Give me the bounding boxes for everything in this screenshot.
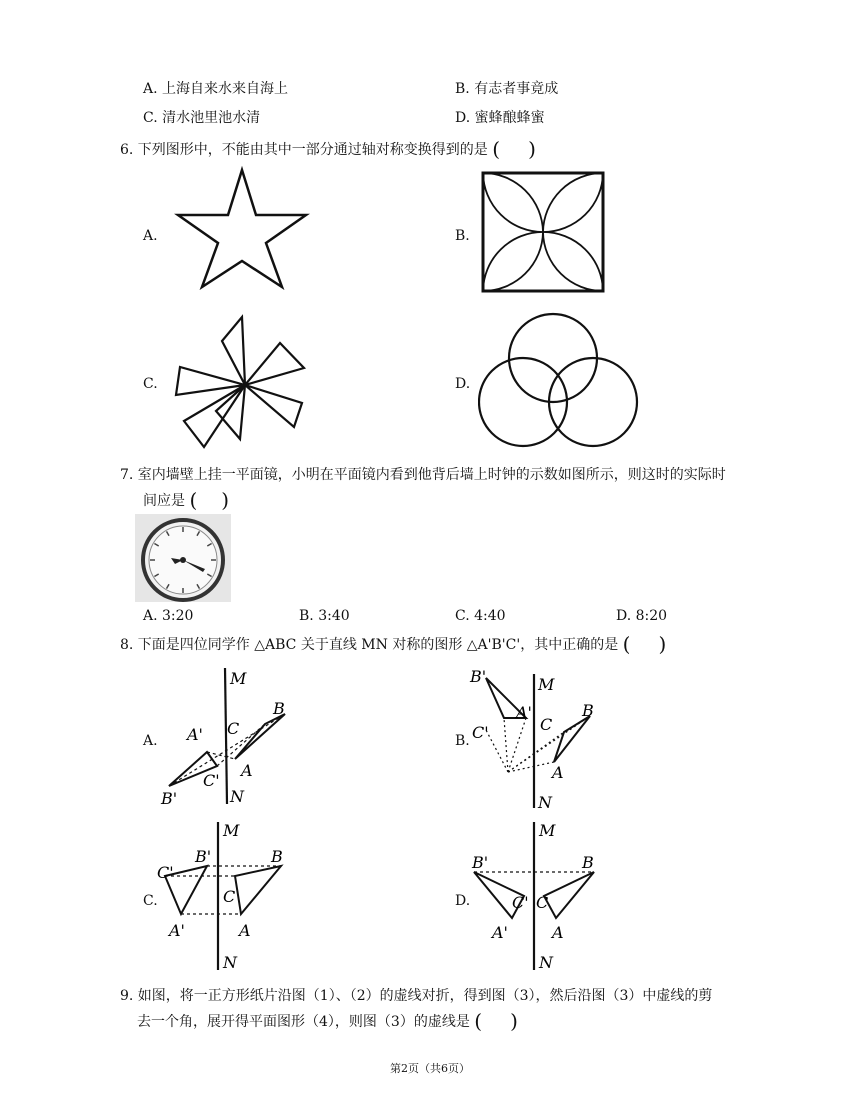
label-b-prime: B' — [472, 853, 489, 872]
label-a: A — [552, 923, 564, 942]
label-c-prime: C' — [157, 863, 174, 882]
label-m: M — [538, 675, 555, 694]
q6-option-a-label: A. — [143, 228, 158, 244]
label-a-prime: A' — [187, 725, 203, 744]
q6-stem-text: 6. 下列图形中，不能由其中一部分通过轴对称变换得到的是 — [120, 142, 488, 158]
q8-figure-b — [468, 662, 613, 812]
label-a-prime: A' — [169, 921, 185, 940]
answer-paren-open: ( — [474, 1009, 483, 1033]
label-b: B — [582, 853, 594, 872]
q7-stem-line1: 7. 室内墙壁上挂一平面镜，小明在平面镜内看到他背后墙上时钟的示数如图所示，则这时的实际时 — [120, 467, 726, 483]
answer-paren-open: ( — [622, 632, 631, 656]
label-n: N — [223, 953, 237, 972]
three-circles-figure — [478, 310, 643, 452]
q8-option-a-label: A. — [143, 733, 158, 749]
label-m: M — [223, 821, 240, 840]
q5-option-a: A. 上海自来水来自海上 — [143, 81, 289, 97]
label-b: B — [273, 699, 285, 718]
q8-option-d-label: D. — [455, 893, 471, 909]
q8-option-b-label: B. — [455, 733, 470, 749]
label-c: C — [540, 715, 553, 734]
q8-figure-d — [470, 818, 610, 973]
answer-paren-open: ( — [492, 137, 501, 161]
mirror-clock-icon — [135, 514, 231, 602]
pinwheel-figure — [172, 313, 318, 451]
q5-option-b: B. 有志者事竟成 — [455, 81, 559, 97]
q9-stem-line1: 9. 如图，将一正方形纸片沿图（1）、（2）的虚线对折，得到图（3），然后沿图（3）中虚线的剪 — [120, 988, 713, 1004]
label-c: C — [227, 719, 240, 738]
star-figure — [170, 165, 315, 290]
answer-paren-close: ) — [221, 488, 230, 512]
label-b: B — [582, 701, 594, 720]
q6-option-d-label: D. — [455, 376, 471, 392]
q7-stem-text: 间应是 — [143, 493, 185, 509]
q8-option-c-label: C. — [143, 893, 158, 909]
q5-option-d: D. 蜜蜂酿蜂蜜 — [455, 110, 545, 126]
label-m: M — [230, 669, 247, 688]
label-c: C — [536, 893, 549, 912]
label-m: M — [539, 821, 556, 840]
label-n: N — [230, 787, 244, 806]
answer-paren-close: ) — [658, 632, 667, 656]
label-a-prime: A' — [492, 923, 508, 942]
label-c: C — [223, 887, 236, 906]
q8-figure-a — [155, 662, 295, 808]
label-b-prime: B' — [161, 789, 178, 808]
answer-paren-close: ) — [528, 137, 536, 161]
label-a: A — [241, 761, 253, 780]
q6-stem — [120, 139, 536, 160]
label-c-prime: C' — [512, 893, 529, 912]
label-a-prime: A' — [516, 703, 532, 722]
label-n: N — [539, 953, 553, 972]
label-n: N — [538, 793, 552, 812]
page-footer: 第2页（共6页） — [390, 1062, 470, 1075]
q8-stem — [120, 634, 666, 655]
q7-option-b: B. 3:40 — [299, 608, 350, 624]
label-b-prime: B' — [470, 667, 487, 686]
q8-stem-text: 8. 下面是四位同学作 △ABC 关于直线 MN 对称的图形 △A'B'C'，其中正确的是 — [120, 637, 619, 653]
label-b-prime: B' — [195, 847, 212, 866]
q7-option-a: A. 3:20 — [143, 608, 194, 624]
q7-option-d: D. 8:20 — [616, 608, 668, 624]
label-a: A — [239, 921, 251, 940]
q7-option-c: C. 4:40 — [455, 608, 506, 624]
q6-option-b-label: B. — [455, 228, 470, 244]
q9-stem-text: 去一个角，展开得平面图形（4），则图（3）的虚线是 — [137, 1014, 470, 1030]
q8-figure-c — [155, 818, 295, 973]
answer-paren-open: ( — [189, 488, 198, 512]
label-a: A — [552, 763, 564, 782]
square-petal-figure — [480, 170, 606, 294]
label-c-prime: C' — [472, 723, 489, 742]
q6-option-c-label: C. — [143, 376, 158, 392]
q5-option-c: C. 清水池里池水清 — [143, 110, 261, 126]
q9-stem-line2 — [137, 1011, 518, 1032]
label-b: B — [271, 847, 283, 866]
label-c-prime: C' — [203, 771, 220, 790]
answer-paren-close: ) — [510, 1009, 518, 1033]
q7-stem-line2 — [143, 490, 229, 511]
